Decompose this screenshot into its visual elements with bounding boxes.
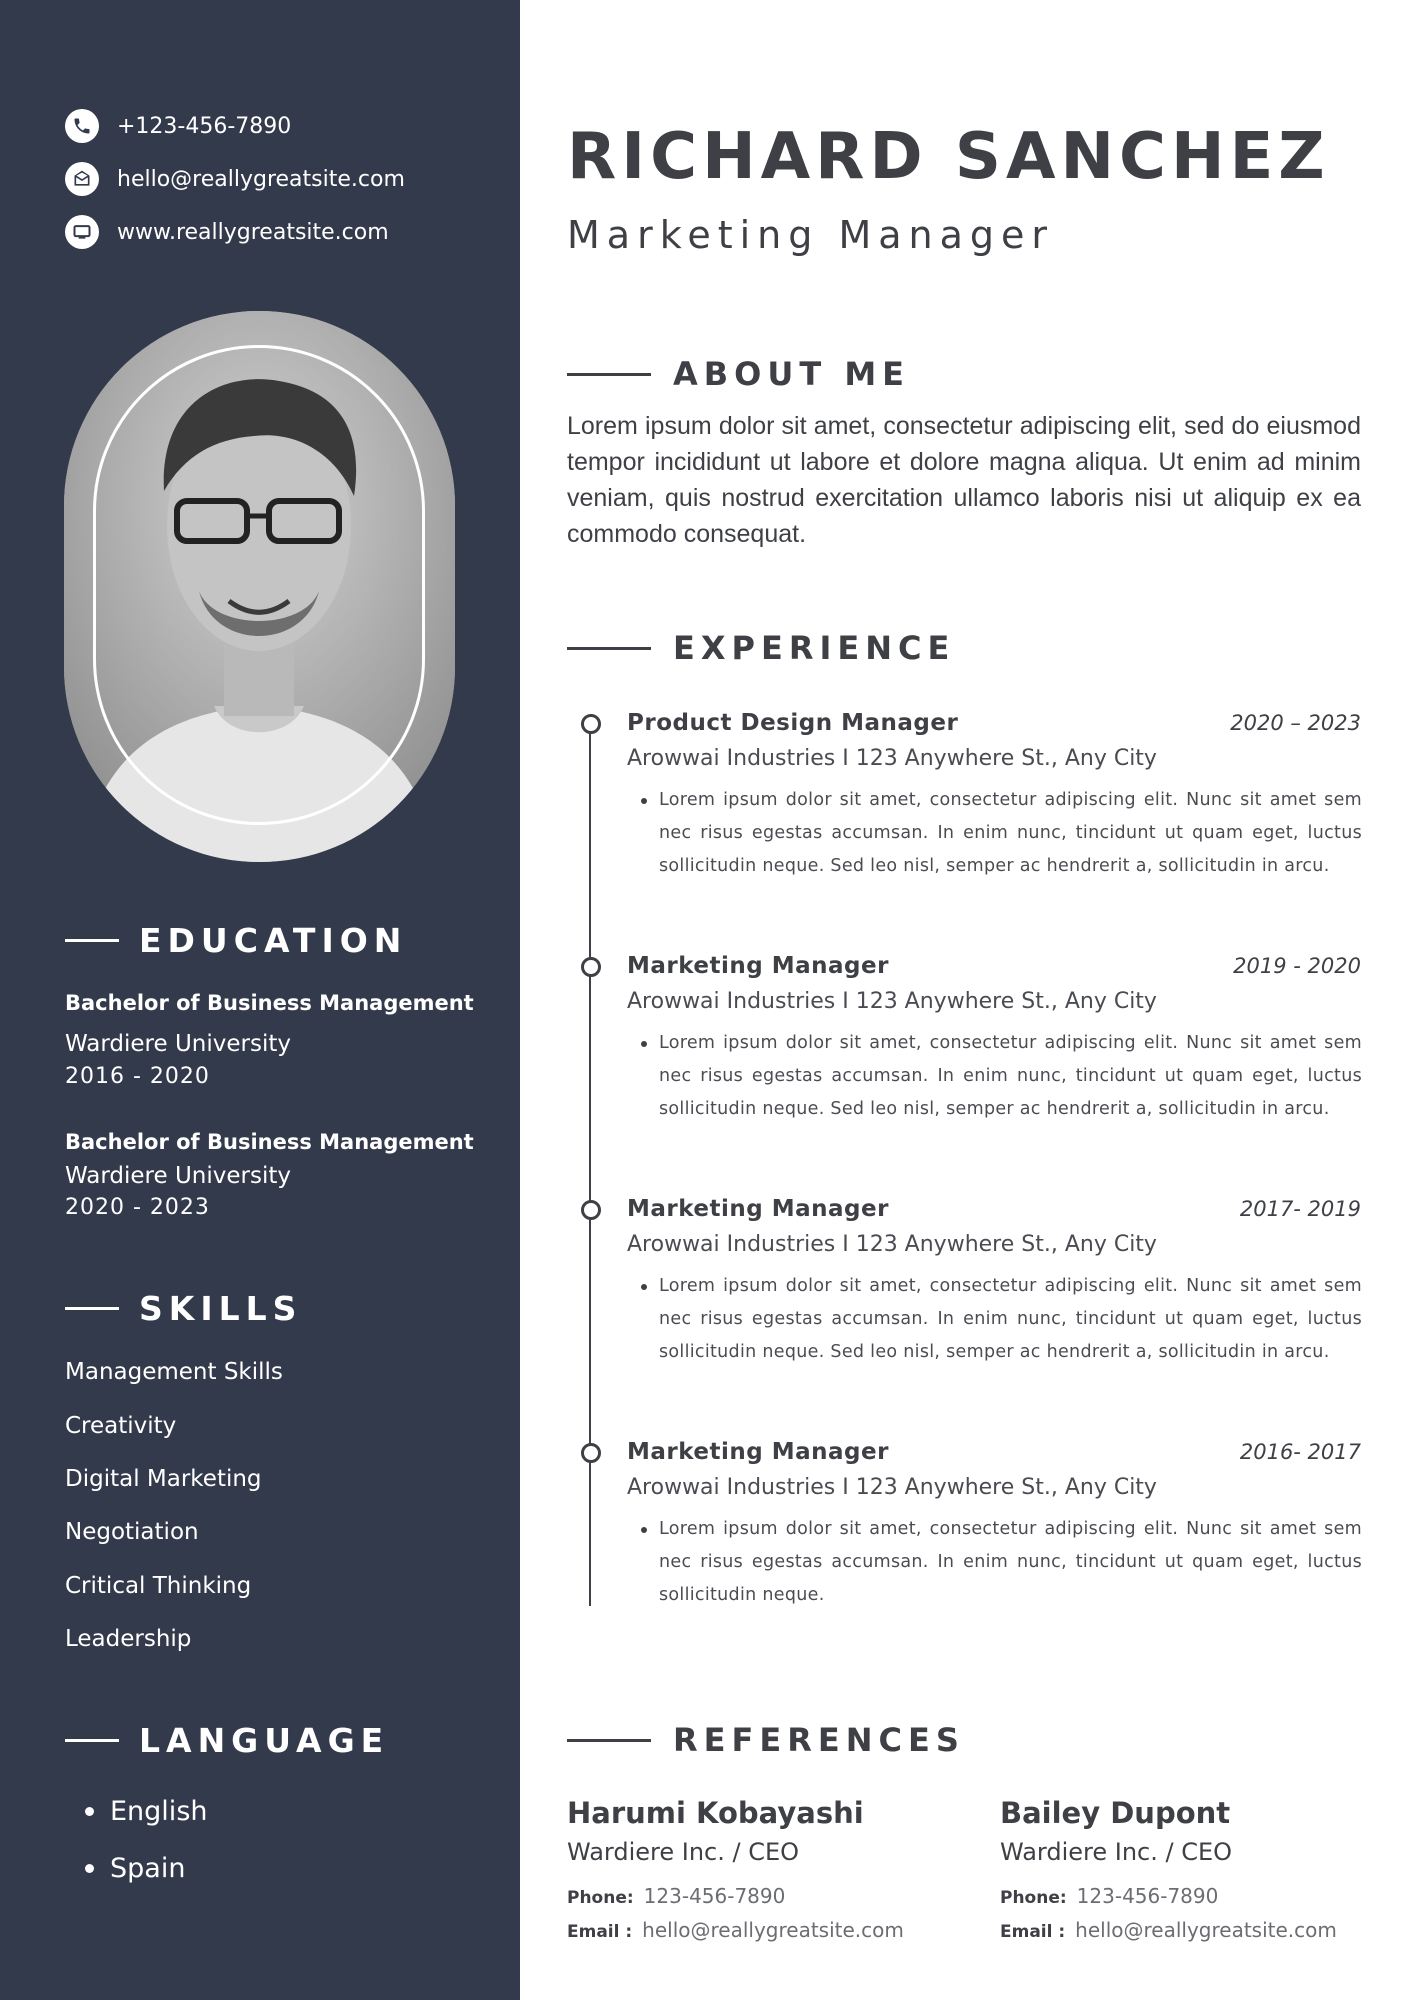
about-text: Lorem ipsum dolor sit amet, consectetur adipiscing elit, sed do eiusmod tempor incididunt ut labore et dolore magna aliqua. Ut enim ad minim veniam, quis nostrud exercitation ullamco laboris nisi ut aliquip ex ea commodo consequat. — [567, 412, 1361, 548]
timeline-dot — [581, 1200, 601, 1220]
timeline-dot — [581, 957, 601, 977]
skill-item: Leadership — [65, 1626, 192, 1652]
reference-org-2: Wardiere Inc. / CEO — [1000, 1838, 1233, 1866]
bullet-dot — [641, 1041, 647, 1047]
heading-rule — [65, 939, 119, 942]
reference-email-value[interactable]: hello@reallygreatsite.com — [642, 1918, 904, 1942]
bullet-dot — [641, 1527, 647, 1533]
sidebar — [0, 0, 520, 2000]
references-heading — [567, 1721, 965, 1759]
email-label: Email : — [567, 1922, 633, 1942]
phone-label: Phone: — [567, 1888, 634, 1908]
monitor-icon — [65, 215, 99, 249]
bullet-dot — [85, 1864, 94, 1873]
photo-ring-decoration — [93, 345, 425, 825]
language-item — [85, 1796, 208, 1827]
experience-description-1: Lorem ipsum dolor sit amet, consectetur adipiscing elit. Nunc sit amet sem nec risus egestas accumsan. In enim nunc, tincidunt ut quam eget, luctus sollicitudin neque. Sed leo nisl, semper ac hendrerit a, sollicitudin in arcu. — [659, 790, 1362, 876]
education-school-1: Wardiere University — [65, 1031, 291, 1057]
email-label: Email : — [1000, 1922, 1066, 1942]
experience-description-2: Lorem ipsum dolor sit amet, consectetur adipiscing elit. Nunc sit amet sem nec risus egestas accumsan. In enim nunc, tincidunt ut quam eget, luctus sollicitudin neque. Sed leo nisl, semper ac hendrerit a, sollicitudin in arcu. — [659, 1033, 1362, 1119]
language-label: Spain — [110, 1853, 186, 1884]
skill-item: Negotiation — [65, 1519, 199, 1545]
language-heading-text: LANGUAGE — [139, 1721, 390, 1760]
phone-label: Phone: — [1000, 1888, 1067, 1908]
skill-item: Critical Thinking — [65, 1573, 252, 1599]
contact-phone[interactable]: +123-456-7890 — [117, 113, 292, 139]
contact-email[interactable]: hello@reallygreatsite.com — [117, 166, 405, 192]
reference-phone-1 — [567, 1884, 785, 1908]
skills-heading — [65, 1289, 302, 1328]
timeline-dot — [581, 1443, 601, 1463]
experience-years-3: 2017- 2019 — [1239, 1197, 1361, 1221]
education-heading-text: EDUCATION — [139, 921, 408, 960]
reference-email-value[interactable]: hello@reallygreatsite.com — [1075, 1918, 1337, 1942]
heading-rule — [567, 1739, 651, 1742]
reference-phone-value[interactable]: 123-456-7890 — [643, 1884, 786, 1908]
heading-rule — [567, 647, 651, 650]
contact-email-row — [65, 162, 405, 196]
language-item — [85, 1853, 185, 1884]
experience-years-1: 2020 – 2023 — [1230, 711, 1361, 735]
reference-phone-2 — [1000, 1884, 1218, 1908]
skills-heading-text: SKILLS — [139, 1289, 303, 1328]
education-heading — [65, 921, 407, 960]
language-label: English — [110, 1796, 208, 1827]
education-years-1: 2016 - 2020 — [65, 1064, 210, 1089]
bullet-dot — [85, 1807, 94, 1816]
skill-item: Management Skills — [65, 1359, 283, 1385]
person-name: RICHARD SANCHEZ — [567, 120, 1330, 194]
reference-org-1: Wardiere Inc. / CEO — [567, 1838, 800, 1866]
experience-role-2: Marketing Manager — [627, 953, 889, 979]
heading-rule — [65, 1739, 119, 1742]
email-icon — [65, 162, 99, 196]
experience-role-4: Marketing Manager — [627, 1439, 889, 1465]
language-heading — [65, 1721, 389, 1760]
experience-description-3: Lorem ipsum dolor sit amet, consectetur adipiscing elit. Nunc sit amet sem nec risus egestas accumsan. In enim nunc, tincidunt ut quam eget, luctus sollicitudin neque. Sed leo nisl, semper ac hendrerit a, sollicitudin in arcu. — [659, 1276, 1362, 1362]
education-school-2: Wardiere University — [65, 1163, 291, 1189]
contact-website[interactable]: www.reallygreatsite.com — [117, 219, 389, 245]
about-heading-text: ABOUT ME — [673, 355, 911, 393]
about-heading — [567, 355, 910, 393]
timeline-dot — [581, 714, 601, 734]
reference-name-1: Harumi Kobayashi — [567, 1796, 864, 1830]
experience-heading — [567, 629, 955, 667]
contact-phone-row — [65, 109, 291, 143]
experience-role-1: Product Design Manager — [627, 710, 959, 736]
bullet-dot — [641, 1284, 647, 1290]
timeline-line — [589, 724, 591, 1606]
experience-company-1: Arowwai Industries I 123 Anywhere St., Any City — [627, 746, 1157, 771]
phone-icon — [65, 109, 99, 143]
experience-company-2: Arowwai Industries I 123 Anywhere St., Any City — [627, 989, 1157, 1014]
experience-description-4: Lorem ipsum dolor sit amet, consectetur adipiscing elit. Nunc sit amet sem nec risus egestas accumsan. In enim nunc, tincidunt ut quam eget, luctus sollicitudin neque. — [659, 1519, 1362, 1605]
experience-heading-text: EXPERIENCE — [673, 629, 956, 667]
skill-item: Creativity — [65, 1413, 177, 1439]
bullet-dot — [641, 798, 647, 804]
experience-years-2: 2019 - 2020 — [1233, 954, 1361, 978]
contact-website-row — [65, 215, 389, 249]
reference-phone-value[interactable]: 123-456-7890 — [1076, 1884, 1219, 1908]
heading-rule — [567, 373, 651, 376]
reference-email-2 — [1000, 1918, 1337, 1942]
references-heading-text: REFERENCES — [673, 1721, 965, 1759]
experience-company-4: Arowwai Industries I 123 Anywhere St., Any City — [627, 1475, 1157, 1500]
heading-rule — [65, 1307, 119, 1310]
education-degree-1: Bachelor of Business Management — [65, 991, 474, 1015]
experience-years-4: 2016- 2017 — [1239, 1440, 1361, 1464]
experience-company-3: Arowwai Industries I 123 Anywhere St., Any City — [627, 1232, 1157, 1257]
reference-email-1 — [567, 1918, 904, 1942]
job-title: Marketing Manager — [567, 213, 1055, 257]
education-years-2: 2020 - 2023 — [65, 1195, 210, 1220]
education-degree-2: Bachelor of Business Management — [65, 1130, 474, 1154]
experience-role-3: Marketing Manager — [627, 1196, 889, 1222]
skill-item: Digital Marketing — [65, 1466, 262, 1492]
reference-name-2: Bailey Dupont — [1000, 1796, 1231, 1830]
